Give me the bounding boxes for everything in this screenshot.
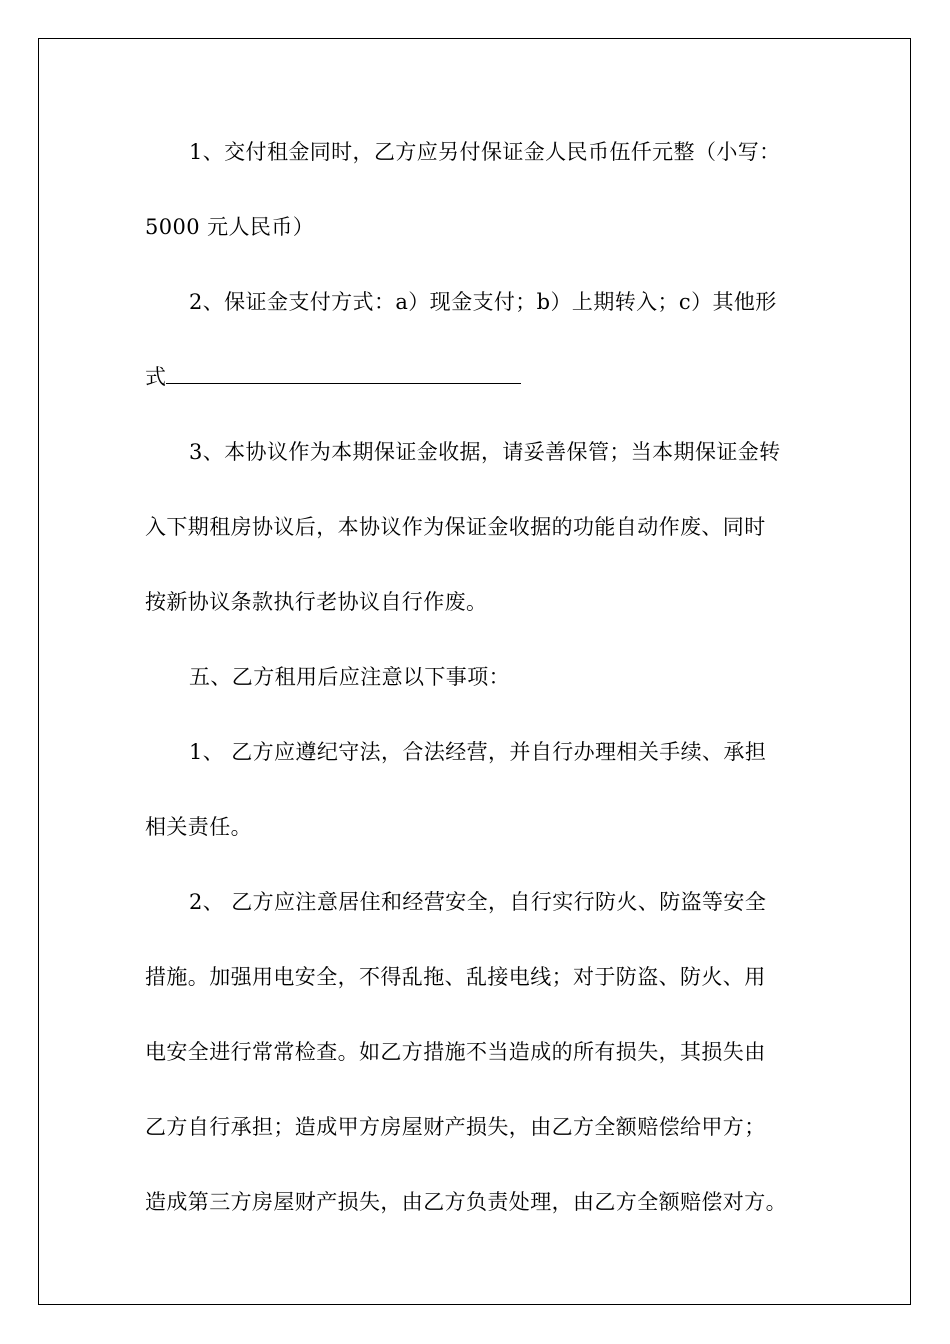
paragraph-line-1: 1、交付租金同时，乙方应另付保证金人民币伍仟元整（小写：: [189, 140, 781, 164]
paragraph-line-13: 电安全进行常常检查。如乙方措施不当造成的所有损失，其损失由: [145, 1040, 766, 1064]
paragraph-line-9: 1、 乙方应遵纪守法，合法经营，并自行办理相关手续、承担: [189, 740, 767, 764]
paragraph-line-4: [145, 363, 521, 391]
paragraph-line-7: 按新协议条款执行老协议自行作废。: [145, 590, 488, 614]
paragraph-line-3: 2、保证金支付方式：a）现金支付；b）上期转入；c）其他形: [189, 290, 777, 314]
paragraph-line-4-text: 式: [145, 365, 167, 389]
paragraph-line-2: 5000 元人民币）: [145, 215, 315, 239]
paragraph-line-15: 造成第三方房屋财产损失，由乙方负责处理，由乙方全额赔偿对方。: [145, 1190, 787, 1214]
paragraph-line-11: 2、 乙方应注意居住和经营安全，自行实行防火、防盗等安全: [189, 890, 767, 914]
fill-in-blank-underline: [166, 363, 521, 384]
paragraph-line-6: 入下期租房协议后，本协议作为保证金收据的功能自动作废、同时: [145, 515, 766, 539]
section-heading: 五、乙方租用后应注意以下事项：: [189, 665, 510, 689]
paragraph-line-10: 相关责任。: [145, 815, 252, 839]
paragraph-line-5: 3、本协议作为本期保证金收据，请妥善保管；当本期保证金转: [189, 440, 781, 464]
paragraph-line-12: 措施。加强用电安全，不得乱拖、乱接电线；对于防盗、防火、用: [145, 965, 766, 989]
paragraph-line-14: 乙方自行承担；造成甲方房屋财产损失，由乙方全额赔偿给甲方；: [145, 1115, 766, 1139]
